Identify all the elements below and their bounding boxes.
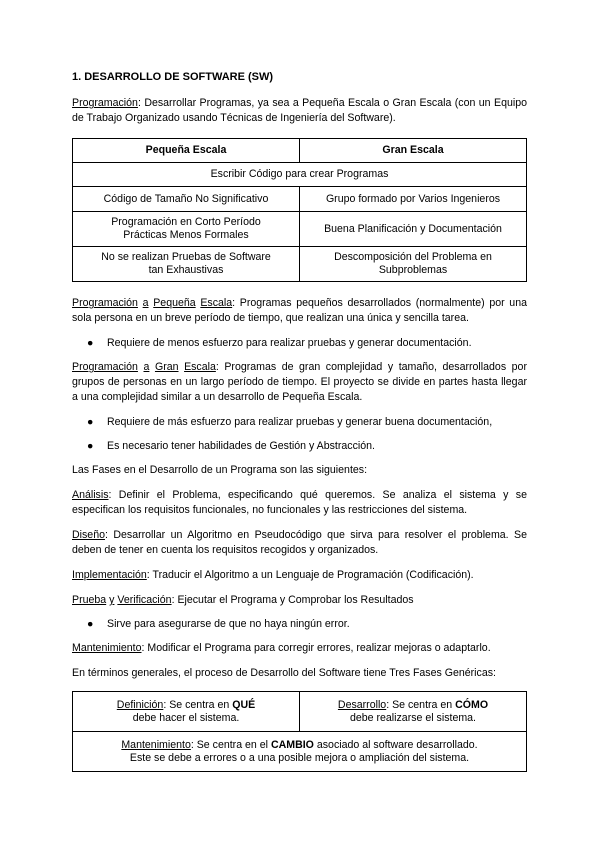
man-term: Mantenimiento	[121, 738, 191, 751]
programacion-paragraph	[72, 96, 527, 126]
definicion-term: Definición	[116, 698, 164, 711]
diseno-term: Diseño	[72, 529, 105, 541]
pequena-term-1: Programación	[72, 297, 138, 309]
man-post: Este se debe a errores o a una posible mejora o ampliación del sistema.	[129, 751, 470, 764]
prueba-term-1: Prueba	[72, 594, 107, 606]
definicion-bold: QUÉ	[232, 698, 256, 711]
gran-term-2: a	[143, 361, 150, 373]
bullet-text: Requiere de más esfuerzo para realizar pruebas y generar buena documentación,	[107, 416, 493, 428]
gran-escala-paragraph	[72, 360, 527, 405]
mantenimiento-term: Mantenimiento	[72, 642, 142, 654]
prueba-paragraph	[72, 593, 527, 608]
desarrollo-post: debe realizarse el sistema.	[349, 711, 476, 724]
table-cell: Descomposición del Problema en Subproblemas	[300, 247, 527, 282]
mantenimiento-cell	[73, 732, 527, 772]
header-pequena-escala: Pequeña Escala	[73, 139, 300, 163]
mantenimiento-paragraph	[72, 641, 527, 656]
table-cell: Programación en Corto Período Prácticas Menos Formales	[73, 212, 300, 247]
mantenimiento-text: : Modificar el Programa para corregir errores, realizar mejoras o adaptarlo.	[141, 642, 491, 654]
table-cell: Buena Planificación y Documentación	[300, 212, 527, 247]
bullet-icon: ●	[87, 618, 94, 630]
gran-text: : Programas de gran complejidad y tamaño, desarrollados por grupos de personas en un largo período de tiempo. El proyecto se divide en partes hasta llegar a una complejidad similar a un desarrollo de Pequeña Escala.	[72, 361, 527, 403]
section-title: 1. DESARROLLO DE SOFTWARE (SW)	[72, 71, 274, 83]
bullet-text: Es necesario tener habilidades de Gestión y Abstracción.	[107, 440, 375, 452]
definicion-post: debe hacer el sistema.	[132, 711, 240, 724]
analisis-paragraph	[72, 488, 527, 518]
analisis-term: Análisis	[72, 489, 109, 501]
fases-intro: Las Fases en el Desarrollo de un Programa son las siguientes:	[72, 464, 368, 476]
scale-comparison-table	[72, 138, 527, 282]
bullet-icon: ●	[87, 440, 94, 452]
man-pre: : Se centra en el	[190, 738, 271, 751]
bullet-icon: ●	[87, 416, 94, 428]
fases-genericas: En términos generales, el proceso de Desarrollo del Software tiene Tres Fases Genéricas:	[72, 667, 496, 679]
definicion-pre: : Se centra en	[163, 698, 233, 711]
desarrollo-pre: : Se centra en	[386, 698, 456, 711]
man-bold: CAMBIO	[270, 738, 314, 751]
table-cell: Grupo formado por Varios Ingenieros	[300, 187, 527, 212]
pequena-escala-paragraph	[72, 296, 527, 326]
gran-term-1: Programación	[72, 361, 138, 373]
programacion-text: : Desarrollar Programas, ya sea a Pequeña Escala o Gran Escala (con un Equipo de Trabajo Organizado usando Técnicas de Ingeniería del Software).	[72, 97, 527, 124]
desarrollo-cell	[300, 692, 527, 732]
bullet-text: Sirve para asegurarse de que no haya ningún error.	[107, 618, 350, 630]
header-gran-escala: Gran Escala	[300, 139, 527, 163]
implementacion-text: : Traducir el Algoritmo a un Lenguaje de Programación (Codificación).	[146, 569, 474, 581]
pequena-term-2: a	[142, 297, 149, 309]
programacion-term: Programación	[72, 97, 138, 109]
pequena-term-4: Escala	[200, 297, 233, 309]
pequena-term-3: Pequeña	[153, 297, 196, 309]
prueba-term-3: Verificación	[117, 594, 172, 606]
analisis-text: : Definir el Problema, especificando qué queremos. Se analiza el sistema y se especifican los requisitos funcionales, no funcionales y las restricciones del sistema.	[72, 489, 527, 516]
gran-term-3: Gran	[154, 361, 179, 373]
definicion-cell	[73, 692, 300, 732]
prueba-term-2: y	[109, 594, 115, 606]
table-cell: No se realizan Pruebas de Software tan Exhaustivas	[73, 247, 300, 282]
desarrollo-term: Desarrollo	[337, 698, 387, 711]
man-mid: asociado al software desarrollado.	[313, 738, 478, 751]
generic-phases-table	[72, 691, 527, 772]
table-span-row: Escribir Código para crear Programas	[73, 163, 527, 187]
bullet-icon: ●	[87, 337, 94, 349]
diseno-paragraph	[72, 528, 527, 558]
implementacion-paragraph	[72, 568, 527, 583]
desarrollo-bold: CÓMO	[455, 698, 489, 711]
bullet-text: Requiere de menos esfuerzo para realizar pruebas y generar documentación.	[107, 337, 472, 349]
pequena-text: : Programas pequeños desarrollados (normalmente) por una sola persona en un breve período de tiempo, que realizan una única y sencilla tarea.	[72, 297, 527, 324]
gran-term-4: Escala	[184, 361, 216, 373]
implementacion-term: Implementación	[72, 569, 147, 581]
diseno-text: : Desarrollar un Algoritmo en Pseudocódigo que sirva para resolver el problema. Se deben de tener en cuenta los requisitos recogidos y organizados.	[72, 529, 527, 556]
table-cell: Código de Tamaño No Significativo	[73, 187, 300, 212]
prueba-text: : Ejecutar el Programa y Comprobar los Resultados	[171, 594, 414, 606]
